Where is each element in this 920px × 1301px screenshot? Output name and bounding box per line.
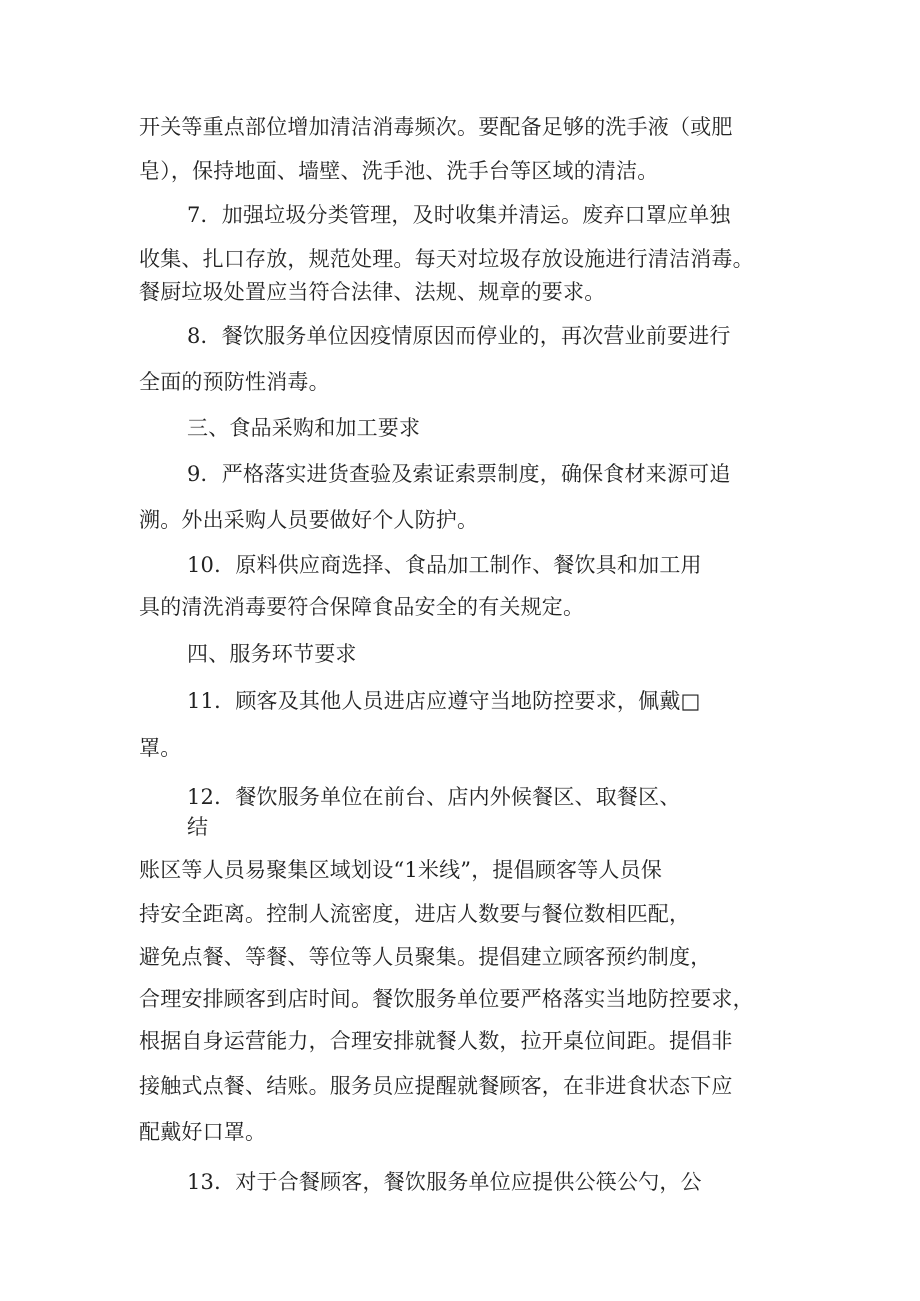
section-heading: 三、食品采购和加工要求 <box>187 416 421 440</box>
text-line: 13．对于合餐顾客，餐饮服务单位应提供公筷公勺，公 <box>187 1170 702 1194</box>
section-heading: 四、服务环节要求 <box>187 642 357 666</box>
text-line: 溯。外出采购人员要做好个人防护。 <box>139 508 479 532</box>
text-line: 7．加强垃圾分类管理，及时收集并清运。废弃口罩应单独 <box>187 203 731 227</box>
text-line: 具的清洗消毒要符合保障食品安全的有关规定。 <box>139 595 585 619</box>
text-line: 收集、扎口存放，规范处理。每天对垃圾存放设施进行清洁消毒。 <box>139 247 754 271</box>
text-line: 餐厨垃圾处置应当符合法律、法规、规章的要求。 <box>139 280 606 304</box>
text-line: 11．顾客及其他人员进店应遵守当地防控要求，佩戴□ <box>187 689 701 713</box>
text-line: 12．餐饮服务单位在前台、店内外候餐区、取餐区、 <box>187 785 681 809</box>
text-line: 8．餐饮服务单位因疫情原因而停业的，再次营业前要进行 <box>187 324 731 348</box>
text-line: 配戴好口罩。 <box>139 1120 267 1144</box>
text-line: 账区等人员易聚集区域划设“1米线”，提倡顾客等人员保 <box>139 858 663 882</box>
text-line: 接触式点餐、结账。服务员应提醒就餐顾客，在非进食状态下应 <box>139 1074 733 1098</box>
text-line: 9．严格落实进货查验及索证索票制度，确保食材来源可追 <box>187 462 731 486</box>
text-line: 避免点餐、等餐、等位等人员聚集。提倡建立顾客预约制度， <box>139 945 712 969</box>
text-line: 全面的预防性消毒。 <box>139 370 330 394</box>
text-line: 持安全距离。控制人流密度，进店人数要与餐位数相匹配， <box>139 902 691 926</box>
text-line: 结 <box>187 815 209 839</box>
text-line: 合理安排顾客到店时间。餐饮服务单位要严格落实当地防控要求， <box>139 987 754 1011</box>
text-line: 根据自身运营能力，合理安排就餐人数，拉开桌位间距。提倡非 <box>139 1029 733 1053</box>
text-line: 10．原料供应商选择、食品加工制作、餐饮具和加工用 <box>187 553 702 577</box>
text-line: 开关等重点部位增加清洁消毒频次。要配备足够的洗手液（或肥 <box>139 115 733 139</box>
text-line: 皂），保持地面、墙壁、洗手池、洗手台等区域的清洁。 <box>139 159 659 183</box>
text-line: 罩。 <box>139 736 182 760</box>
